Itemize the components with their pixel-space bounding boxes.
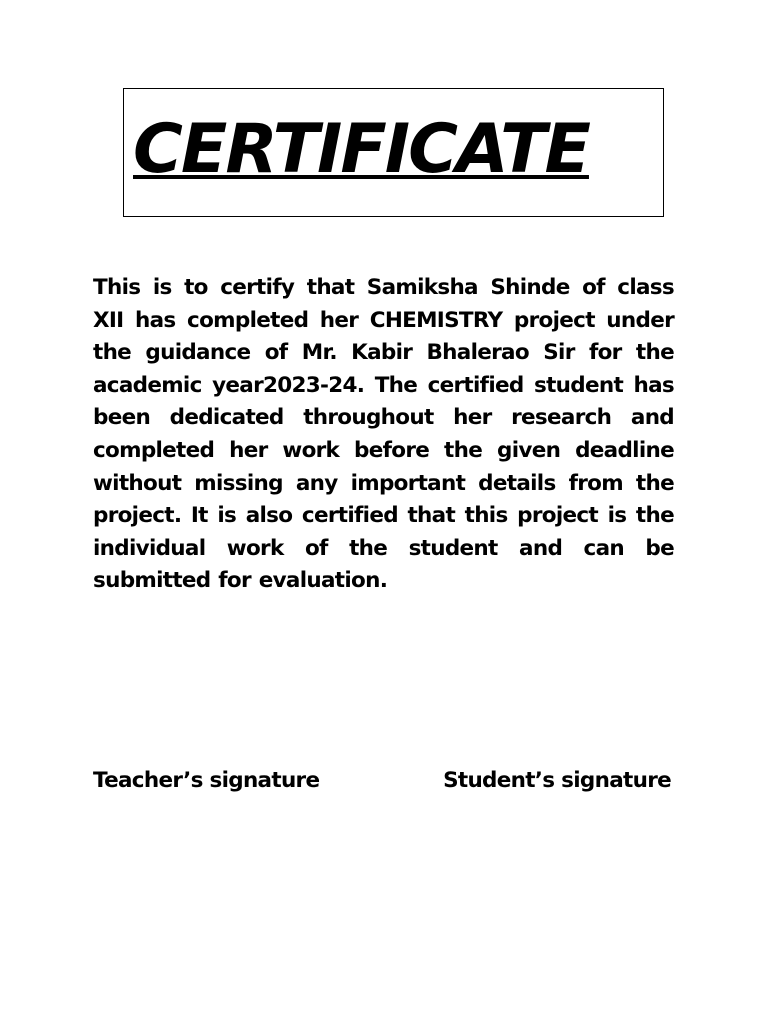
teacher-signature-label: Teacher’s signature — [93, 768, 320, 793]
student-signature-label: Student’s signature — [443, 768, 671, 793]
certificate-title: CERTIFICATE — [133, 110, 589, 189]
title-box — [123, 88, 664, 217]
certificate-body: This is to certify that Samiksha Shinde of class XII has completed her CHEMISTRY project under the guidance of Mr. Kabir Bhalerao Sir for the academic year2023-24. The certified student has been dedicated throughout her research and completed her work before the given deadline without missing any important details from the project. It is also certified that this project is the individual work of the student and can be submitted for evaluation. — [93, 275, 674, 594]
